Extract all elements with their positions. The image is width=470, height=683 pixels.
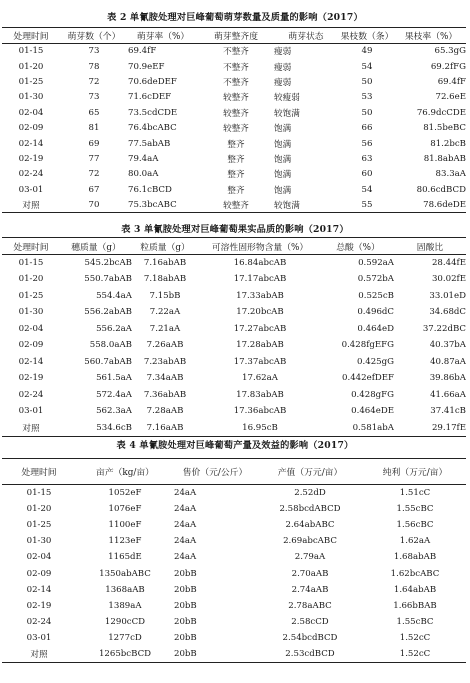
table2-cell: 72: [88, 169, 100, 180]
table4-cell: 2.70aAB: [291, 568, 329, 579]
table2-cell: 54: [361, 184, 373, 195]
table2-cell: 不整齐: [223, 47, 249, 58]
table4-cell: 1.56cBC: [396, 519, 434, 530]
table3-cell: 对照: [22, 423, 40, 434]
table2-cell: 78.6deDE: [423, 199, 466, 210]
table2-cell: 77: [88, 153, 100, 164]
table2-cell: 73: [88, 46, 100, 57]
table3-cell: 17.20bcAB: [236, 307, 284, 318]
table2-row: [2, 136, 466, 151]
table3-cell: 7.16aAB: [146, 422, 184, 433]
table4-row: [2, 501, 466, 517]
table3-cell: 02-19: [18, 373, 44, 384]
table3-cell: 17.27abcAB: [233, 323, 287, 334]
table2-cell: 较整齐: [223, 200, 249, 211]
table2-header: 萌芽率（%）: [136, 32, 190, 42]
table3-cell: 0.572bA: [357, 274, 394, 285]
table3-cell: 37.22dBC: [422, 323, 466, 334]
table3-cell: 37.41cB: [430, 406, 466, 417]
table4-row: [2, 517, 466, 533]
table3-cell: 554.4aA: [96, 290, 132, 301]
table3: [2, 237, 466, 437]
table2-cell: 49: [361, 46, 373, 57]
table3-cell: 556.2aA: [96, 323, 132, 334]
table3-header: 处理时间: [13, 242, 49, 253]
table3-row: [2, 420, 466, 437]
table3-cell: 0.442efDEF: [342, 373, 394, 384]
table3-cell: 29.17fE: [431, 422, 466, 433]
table4-cell: 1165dE: [108, 552, 142, 563]
table4-row: [2, 549, 466, 565]
table4-cell: 1.62aA: [399, 536, 431, 547]
table2-cell: 80.0aA: [128, 169, 159, 180]
table4-cell: 2.69abcABC: [283, 536, 337, 547]
table3-cell: 7.16abAB: [143, 258, 187, 268]
table3-cell: 560.7abAB: [84, 356, 132, 367]
table3-cell: 33.01eD: [429, 290, 466, 301]
table2-cell: 50: [361, 76, 373, 87]
table2-cell: 66: [361, 123, 373, 134]
table4-cell: 1277cD: [108, 633, 142, 644]
table4-header: 纯利（万元/亩）: [382, 468, 448, 478]
table3-cell: 30.02fE: [431, 274, 466, 285]
table4-cell: 2.58cCD: [291, 617, 329, 628]
table4-cell: 20bB: [174, 600, 197, 611]
table4: [2, 458, 466, 663]
table4-row: [2, 614, 466, 630]
table4-cell: 24aA: [174, 519, 197, 530]
table3-cell: 558.0aAB: [89, 340, 132, 351]
table2-cell: 69.4fF: [437, 76, 466, 87]
table3-cell: 7.15bB: [149, 290, 181, 301]
table2-cell: 69.4fF: [128, 46, 157, 57]
table3-cell: 02-24: [18, 389, 44, 400]
table2-cell: 67: [88, 184, 100, 195]
table3-cell: 7.34aAB: [146, 373, 184, 384]
table3-cell: 7.26aAB: [146, 340, 184, 351]
table2-cell: 71.6cDEF: [128, 92, 172, 103]
table3-caption: 表 3 单氰胺处理对巨峰葡萄果实品质的影响（2017）: [121, 224, 349, 235]
table3-cell: 7.23abAB: [143, 356, 187, 367]
table2-cell: 饱满: [274, 170, 292, 181]
table4-body: [2, 485, 466, 663]
table3-row: [2, 321, 466, 338]
table4-cell: 01-25: [26, 519, 52, 530]
table3-cell: 0.525cB: [358, 290, 394, 301]
table2-cell: 83.3aA: [435, 169, 466, 180]
table2-cell: 整齐: [227, 154, 245, 165]
table3-cell: 7.36abAB: [143, 389, 187, 400]
table2-cell: 73: [88, 92, 100, 103]
table3-cell: 17.83abAB: [236, 389, 284, 400]
table4-cell: 20bB: [174, 649, 197, 660]
table2-cell: 02-09: [18, 123, 44, 134]
table3-cell: 17.28abAB: [236, 340, 284, 351]
table3-cell: 41.66aA: [430, 389, 466, 400]
table4-caption: 表 4 单氰胺处理对巨峰葡萄产量及效益的影响（2017）: [116, 440, 354, 451]
table3-cell: 0.592aA: [358, 258, 394, 268]
table2-cell: 整齐: [227, 139, 245, 150]
table3-row: [2, 304, 466, 321]
table3-row: [2, 337, 466, 354]
table4-cell: 2.64abABC: [285, 519, 335, 530]
table2-row: [2, 120, 466, 135]
table2-cell: 01-15: [18, 46, 44, 57]
table2-row: [2, 74, 466, 89]
table3-cell: 0.425gG: [357, 356, 394, 367]
table3-cell: 572.4aA: [96, 389, 132, 400]
table3-cell: 17.37abcAB: [233, 356, 287, 367]
table4-cell: 1.52cC: [399, 633, 431, 644]
table4-cell: 24aA: [174, 503, 197, 514]
table3-row: [2, 271, 466, 288]
table4-cell: 02-24: [26, 617, 52, 628]
table4-cell: 2.58bcdABCD: [279, 503, 341, 514]
table3-cell: 550.7abAB: [84, 274, 132, 285]
table3-cell: 34.68dC: [429, 307, 466, 318]
table2-cell: 饱满: [274, 139, 292, 150]
table3-cell: 01-20: [18, 274, 44, 285]
table2-cell: 63: [361, 153, 373, 164]
table3-cell: 40.37bA: [429, 340, 466, 351]
table3-cell: 0.428fgEFG: [341, 340, 394, 351]
table2-cell: 较整齐: [223, 108, 249, 119]
table2-cell: 81: [88, 123, 100, 134]
table2-cell: 81.5beBC: [423, 123, 466, 134]
table2: [2, 27, 466, 213]
table3-cell: 17.36abcAB: [233, 406, 287, 417]
table3-cell: 562.3aA: [96, 406, 132, 417]
table2-cell: 瘦弱: [274, 47, 292, 58]
table2-cell: 对照: [22, 200, 40, 211]
table2-cell: 瘦弱: [274, 77, 292, 88]
table2-row: [2, 44, 466, 59]
table2-cell: 50: [361, 107, 373, 118]
table3-cell: 02-04: [18, 323, 44, 334]
table3-cell: 28.44fE: [431, 258, 466, 268]
table4-cell: 1052eF: [108, 487, 142, 498]
table4-cell: 1290cCD: [104, 617, 146, 628]
table4-cell: 1123eF: [108, 536, 142, 547]
table2-cell: 70.6deDEF: [128, 76, 177, 87]
table2-cell: 较整齐: [223, 93, 249, 104]
table3-cell: 03-01: [18, 406, 44, 417]
table2-cell: 不整齐: [223, 62, 249, 73]
table4-header: 产值（万元/亩）: [277, 468, 343, 478]
table4-cell: 03-01: [26, 633, 52, 644]
table3-cell: 0.581abA: [352, 422, 394, 433]
table4-cell: 02-09: [26, 568, 52, 579]
table3-cell: 7.22aA: [149, 307, 181, 318]
table4-cell: 20bB: [174, 633, 197, 644]
table3-cell: 0.464eD: [357, 323, 394, 334]
table2-cell: 75.3bcABC: [128, 199, 177, 210]
table4-cell: 1350abABC: [99, 568, 151, 579]
table2-cell: 饱满: [274, 124, 292, 135]
table4-row: [2, 565, 466, 581]
table3-cell: 0.428gFG: [351, 389, 394, 400]
table2-cell: 77.5abAB: [128, 138, 171, 149]
table2-cell: 65.3gG: [434, 46, 466, 57]
table2-cell: 瘦弱: [274, 62, 292, 73]
table3-row: [2, 370, 466, 387]
table2-row: [2, 197, 466, 212]
table2-header: 处理时间: [13, 32, 49, 42]
table4-cell: 1368aAB: [105, 584, 145, 595]
table2-header: 萌芽整齐度: [214, 32, 258, 42]
table4-row: [2, 582, 466, 598]
table4-header: 售价（元/公斤）: [182, 468, 248, 478]
table4-cell: 1.64abAB: [393, 584, 437, 595]
table2-header: 萌芽数（个）: [67, 32, 121, 42]
table2-cell: 72: [88, 76, 100, 87]
table4-cell: 1.66bBAB: [393, 600, 437, 611]
table4-cell: 24aA: [174, 487, 197, 498]
table2-row: [2, 167, 466, 182]
table2-cell: 81.8abAB: [423, 153, 466, 164]
table2-cell: 整齐: [227, 170, 245, 181]
table3-row: [2, 255, 466, 272]
table2-cell: 饱满: [274, 185, 292, 196]
table2-cell: 70.9eEF: [128, 61, 165, 72]
table4-cell: 01-20: [26, 503, 52, 514]
table4-cell: 1.55cBC: [396, 617, 434, 628]
table4-cell: 20bB: [174, 617, 197, 628]
table2-row: [2, 59, 466, 74]
table2-cell: 54: [361, 61, 373, 72]
table4-cell: 1.62bcABC: [390, 568, 440, 579]
table3-cell: 534.6cB: [96, 422, 132, 433]
table2-row: [2, 105, 466, 120]
table2-header: 萌芽状态: [288, 32, 324, 42]
table4-header: 亩产（kg/亩）: [96, 468, 154, 478]
table4-cell: 20bB: [174, 568, 197, 579]
table4-cell: 1100eF: [108, 519, 142, 530]
table3-cell: 40.87aA: [430, 356, 466, 367]
table2-header: 果枝率（%）: [404, 32, 458, 42]
table4-cell: 1389aA: [108, 600, 142, 611]
table4-cell: 1076eF: [108, 503, 142, 514]
table3-cell: 01-15: [18, 258, 44, 268]
table3-row: [2, 288, 466, 305]
table4-row: [2, 598, 466, 614]
table4-header-row: [2, 459, 466, 485]
table4-cell: 1.52cC: [399, 649, 431, 660]
table3-cell: 16.95cB: [242, 422, 278, 433]
table2-cell: 01-20: [18, 61, 44, 72]
table4-cell: 1265bcBCD: [98, 649, 152, 660]
table2-cell: 02-14: [18, 138, 44, 149]
table4-cell: 2.74aAB: [291, 584, 329, 595]
table3-cell: 0.496dC: [357, 307, 394, 318]
table2-cell: 不整齐: [223, 77, 249, 88]
table2-row: [2, 90, 466, 105]
table3-body: [2, 255, 466, 437]
table3-header: 固酸比: [416, 242, 444, 253]
table4-row: [2, 533, 466, 549]
table2-cell: 81.2bcB: [430, 138, 466, 149]
table3-cell: 02-09: [18, 340, 44, 351]
table4-cell: 01-15: [26, 487, 52, 498]
table2-cell: 53: [361, 92, 373, 103]
table3-cell: 02-14: [18, 356, 44, 367]
table4-cell: 2.78aABC: [288, 600, 332, 611]
table3-cell: 17.17abcAB: [233, 274, 287, 285]
table2-cell: 01-30: [18, 92, 44, 103]
table2-cell: 02-24: [18, 169, 44, 180]
table3-cell: 561.5aA: [96, 373, 132, 384]
table3-cell: 7.18abAB: [143, 274, 187, 285]
table4-cell: 02-04: [26, 552, 52, 563]
table3-header: 可溶性固形物含量（%）: [211, 242, 309, 253]
table2-cell: 较整齐: [223, 124, 249, 135]
table3-cell: 01-30: [18, 307, 44, 318]
table2-cell: 较瘦弱: [274, 93, 300, 104]
table2-cell: 79.4aA: [128, 153, 159, 164]
table4-cell: 1.55cBC: [396, 503, 434, 514]
table2-cell: 65: [88, 107, 100, 118]
table2-cell: 78: [88, 61, 100, 72]
table4-row: [2, 646, 466, 662]
table3-cell: 39.86bA: [429, 373, 466, 384]
table2-cell: 较饱满: [274, 108, 300, 119]
table2-cell: 01-25: [18, 76, 44, 87]
table2-header: 果枝数（条）: [340, 32, 394, 42]
table2-cell: 较饱满: [274, 200, 300, 211]
table2-cell: 03-01: [18, 184, 44, 195]
table3-header: 粒质量（g）: [140, 242, 190, 253]
table2-cell: 60: [361, 169, 373, 180]
table2-cell: 55: [361, 199, 373, 210]
table3-header-row: [2, 238, 466, 255]
table4-cell: 1.51cC: [399, 487, 431, 498]
table2-cell: 69: [88, 138, 100, 149]
table4-row: [2, 485, 466, 501]
table2-body: [2, 44, 466, 213]
table3-cell: 545.2bcAB: [84, 258, 132, 268]
table2-cell: 69.2fFG: [430, 61, 466, 72]
table4-cell: 02-14: [26, 584, 52, 595]
table3-cell: 0.464eDE: [351, 406, 394, 417]
table2-cell: 02-19: [18, 153, 44, 164]
table3-header: 穗质量（g）: [71, 242, 121, 253]
table2-cell: 饱满: [274, 154, 292, 165]
table2-row: [2, 182, 466, 197]
table2-cell: 70: [88, 199, 100, 210]
table2-cell: 76.4bcABC: [128, 123, 177, 134]
table4-cell: 2.79aA: [294, 552, 326, 563]
table2-row: [2, 151, 466, 166]
table2-cell: 56: [361, 138, 373, 149]
table2-cell: 72.6eE: [435, 92, 466, 103]
table3-cell: 16.84abcAB: [233, 258, 287, 268]
table2-cell: 73.5cdCDE: [128, 107, 178, 118]
table2-caption: 表 2 单氰胺处理对巨峰葡萄萌芽数量及质量的影响（2017）: [107, 12, 363, 23]
table4-cell: 2.53cdBCD: [285, 649, 335, 660]
table2-cell: 76.9dcCDE: [416, 107, 466, 118]
table4-cell: 24aA: [174, 536, 197, 547]
table4-cell: 1.68abAB: [393, 552, 437, 563]
table3-cell: 17.62aA: [242, 373, 278, 384]
table4-cell: 对照: [30, 650, 48, 661]
table2-cell: 整齐: [227, 185, 245, 196]
table3-cell: 7.28aAB: [146, 406, 184, 417]
table3-row: [2, 387, 466, 404]
table4-cell: 2.52dD: [294, 487, 326, 498]
table3-header: 总酸（%）: [336, 242, 380, 253]
table3-row: [2, 354, 466, 371]
table2-cell: 80.6cdBCD: [416, 184, 466, 195]
table3-cell: 01-25: [18, 290, 44, 301]
table3-cell: 556.2abAB: [84, 307, 132, 318]
table4-row: [2, 630, 466, 646]
table3-cell: 17.33abAB: [236, 290, 284, 301]
table2-cell: 02-04: [18, 107, 44, 118]
table4-header: 处理时间: [21, 468, 57, 478]
table3-row: [2, 403, 466, 420]
table2-header-row: [2, 28, 466, 44]
table2-cell: 76.1cBCD: [128, 184, 172, 195]
table4-cell: 24aA: [174, 552, 197, 563]
table4-cell: 20bB: [174, 584, 197, 595]
table3-cell: 7.21aA: [149, 323, 181, 334]
table4-cell: 2.54bcdBCD: [282, 633, 338, 644]
table4-cell: 02-19: [26, 600, 52, 611]
table4-cell: 01-30: [26, 536, 52, 547]
